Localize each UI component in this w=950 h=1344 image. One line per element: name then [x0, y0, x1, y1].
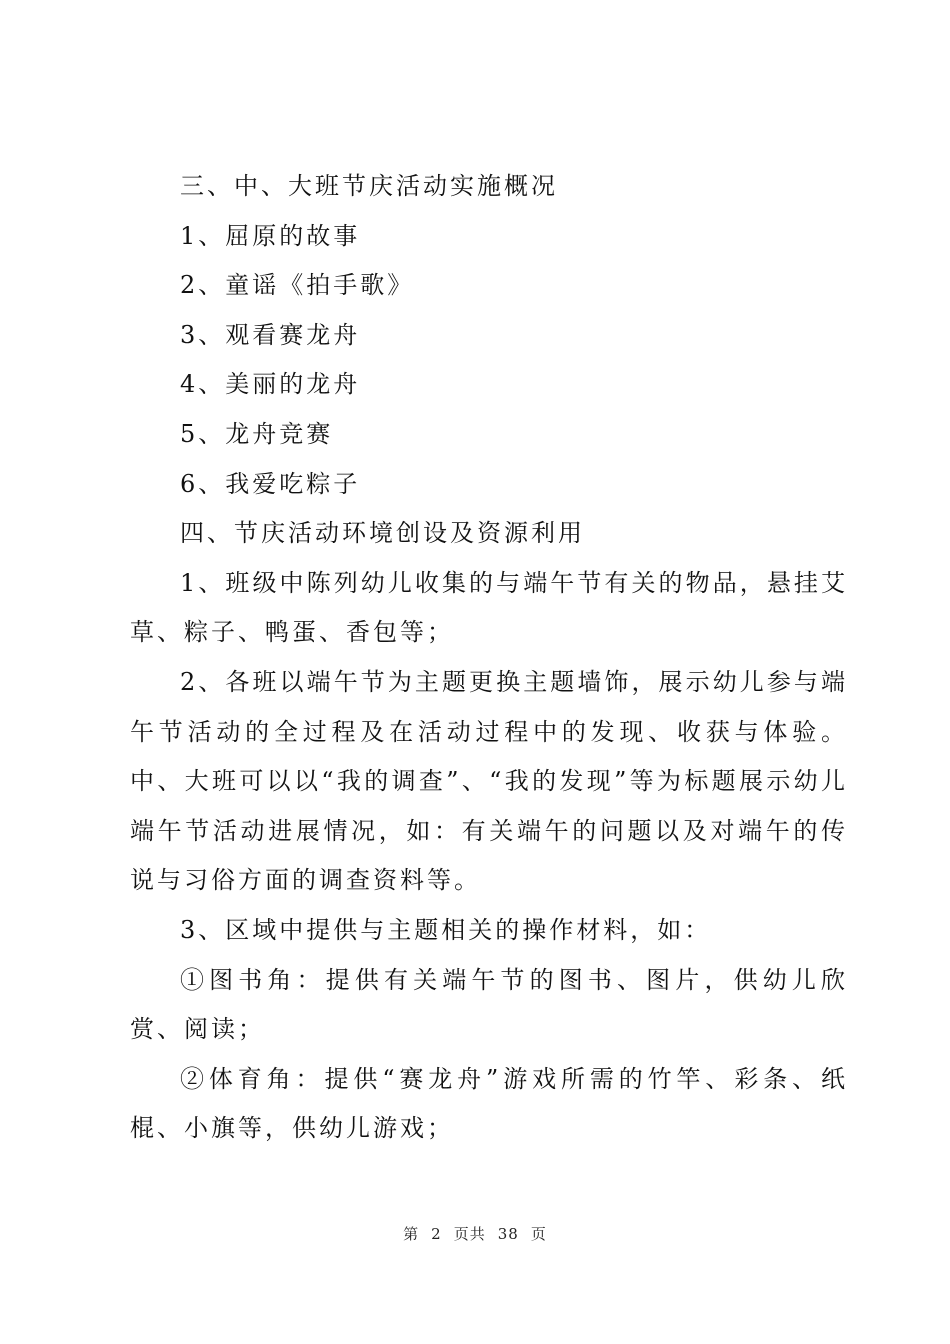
- document-body: [130, 162, 848, 1154]
- total-pages: 38: [497, 1225, 519, 1243]
- list-item: 3、观看赛龙舟: [180, 320, 361, 349]
- section-heading-3: 三、中、大班节庆活动实施概况: [180, 172, 558, 200]
- body-paragraph: ①图书角：提供有关端午节的图书、图片，供幼儿欣赏、阅读；: [130, 965, 848, 1044]
- list-item: 5、龙舟竞赛: [180, 419, 334, 448]
- list-item: 4、美丽的龙舟: [180, 370, 361, 399]
- page-label-suffix: 页: [530, 1225, 547, 1243]
- list-item: 1、屈原的故事: [180, 221, 361, 250]
- section-heading-4: 四、节庆活动环境创设及资源利用: [180, 519, 585, 548]
- body-paragraph: 3、区域中提供与主题相关的操作材料，如：: [180, 915, 712, 944]
- page-label-prefix: 第: [403, 1225, 420, 1243]
- page-label-middle: 页共: [453, 1225, 486, 1243]
- list-item: 6、我爱吃粽子: [180, 469, 361, 498]
- list-item: 2、童谣《拍手歌》: [180, 271, 415, 300]
- body-paragraph: ②体育角：提供“赛龙舟”游戏所需的竹竿、彩条、纸棍、小旗等，供幼儿游戏；: [130, 1064, 848, 1143]
- page-footer: [0, 1223, 950, 1244]
- body-paragraph: 2、各班以端午节为主题更换主题墙饰，展示幼儿参与端午节活动的全过程及在活动过程中的发现、收获与体验。中、大班可以以“我的调查”、“我的发现”等为标题展示幼儿端午节活动进展情况，如：有关端午的问题以及对端午的传说与习俗方面的调查资料等。: [130, 667, 848, 895]
- page-number: 2: [431, 1225, 442, 1243]
- body-paragraph: 1、班级中陈列幼儿收集的与端午节有关的物品，悬挂艾草、粽子、鸭蛋、香包等；: [130, 568, 848, 647]
